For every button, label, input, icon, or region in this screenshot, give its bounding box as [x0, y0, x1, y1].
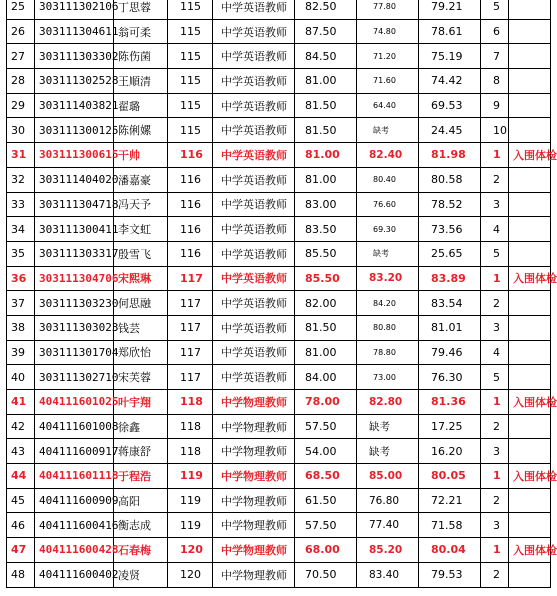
written-score-cell: 84.50 — [295, 44, 357, 69]
row-seq-cell: 45 — [7, 488, 35, 513]
row-seq-cell: 48 — [7, 562, 35, 587]
total-score-cell: 16.20 — [419, 439, 481, 464]
total-score-cell: 80.05 — [419, 464, 481, 489]
candidate-name-cell: 殷雪飞 — [114, 241, 168, 266]
row-seq-cell: 26 — [7, 19, 35, 44]
row-seq-cell: 42 — [7, 414, 35, 439]
table-row — [7, 266, 551, 291]
total-score-cell: 79.21 — [419, 0, 481, 19]
candidate-id-cell: 404111600917 — [35, 439, 114, 464]
remark-cell — [509, 19, 551, 44]
interview-score-cell: 74.80 — [357, 19, 419, 44]
total-score-cell: 71.58 — [419, 513, 481, 538]
post-name-cell: 中学物理教师 — [213, 513, 295, 538]
rank-cell: 1 — [481, 464, 509, 489]
candidate-id-cell: 303111302528 — [35, 69, 114, 94]
candidate-name-cell: 冯天予 — [114, 192, 168, 217]
row-seq-cell: 34 — [7, 217, 35, 242]
total-score-cell: 83.54 — [419, 291, 481, 316]
total-score-cell: 78.52 — [419, 192, 481, 217]
total-score-cell: 25.65 — [419, 241, 481, 266]
total-score-cell: 76.30 — [419, 365, 481, 390]
interview-score-cell: 71.20 — [357, 44, 419, 69]
remark-cell: 入围体检 — [509, 266, 551, 291]
remark-cell — [509, 488, 551, 513]
row-seq-cell: 44 — [7, 464, 35, 489]
table-row — [7, 217, 551, 242]
interview-score-cell: 缺考 — [357, 241, 419, 266]
remark-cell: 入围体检 — [509, 464, 551, 489]
written-score-cell: 78.00 — [295, 390, 357, 415]
row-seq-cell: 36 — [7, 266, 35, 291]
candidate-name-cell: 凌贤 — [114, 562, 168, 587]
table-row — [7, 69, 551, 94]
table-row — [7, 414, 551, 439]
candidate-name-cell: 陈伤菌 — [114, 44, 168, 69]
post-code-cell: 117 — [168, 291, 213, 316]
table-row — [7, 488, 551, 513]
candidate-id-cell: 404111601025 — [35, 390, 114, 415]
candidate-id-cell: 404111601008 — [35, 414, 114, 439]
post-name-cell: 中学物理教师 — [213, 414, 295, 439]
candidate-id-cell: 303111302106 — [35, 0, 114, 19]
post-code-cell: 119 — [168, 488, 213, 513]
row-seq-cell: 43 — [7, 439, 35, 464]
rank-cell: 8 — [481, 69, 509, 94]
interview-score-cell: 缺考 — [357, 414, 419, 439]
post-code-cell: 116 — [168, 167, 213, 192]
rank-cell: 7 — [481, 44, 509, 69]
interview-score-cell: 77.80 — [357, 0, 419, 19]
rank-cell: 3 — [481, 192, 509, 217]
post-name-cell: 中学英语教师 — [213, 266, 295, 291]
candidate-id-cell: 404111600909 — [35, 488, 114, 513]
candidate-id-cell: 404111601118 — [35, 464, 114, 489]
remark-cell — [509, 0, 551, 19]
interview-score-cell: 73.00 — [357, 365, 419, 390]
post-name-cell: 中学物理教师 — [213, 464, 295, 489]
table-row — [7, 439, 551, 464]
candidate-id-cell: 303111302710 — [35, 365, 114, 390]
rank-cell: 10 — [481, 118, 509, 143]
remark-cell: 入围体检 — [509, 143, 551, 168]
post-name-cell: 中学英语教师 — [213, 0, 295, 19]
written-score-cell: 68.50 — [295, 464, 357, 489]
row-seq-cell: 37 — [7, 291, 35, 316]
table-row — [7, 538, 551, 563]
candidate-id-cell: 303111303302 — [35, 44, 114, 69]
row-seq-cell: 35 — [7, 241, 35, 266]
post-code-cell: 116 — [168, 143, 213, 168]
rank-cell: 4 — [481, 217, 509, 242]
row-seq-cell: 30 — [7, 118, 35, 143]
table-row — [7, 0, 551, 19]
table-row — [7, 167, 551, 192]
interview-score-cell: 78.80 — [357, 340, 419, 365]
remark-cell — [509, 192, 551, 217]
written-score-cell: 83.00 — [295, 192, 357, 217]
candidate-name-cell: 叶宇翔 — [114, 390, 168, 415]
post-code-cell: 116 — [168, 192, 213, 217]
row-seq-cell: 38 — [7, 315, 35, 340]
candidate-name-cell: 蒋康舒 — [114, 439, 168, 464]
interview-score-cell: 80.40 — [357, 167, 419, 192]
row-seq-cell: 31 — [7, 143, 35, 168]
total-score-cell: 81.36 — [419, 390, 481, 415]
remark-cell: 入围体检 — [509, 538, 551, 563]
remark-cell — [509, 93, 551, 118]
post-name-cell: 中学物理教师 — [213, 538, 295, 563]
remark-cell — [509, 44, 551, 69]
table-row — [7, 19, 551, 44]
total-score-cell: 73.56 — [419, 217, 481, 242]
remark-cell — [509, 340, 551, 365]
candidate-id-cell: 303111403821 — [35, 93, 114, 118]
written-score-cell: 81.00 — [295, 167, 357, 192]
remark-cell — [509, 69, 551, 94]
remark-cell: 入围体检 — [509, 390, 551, 415]
table-row — [7, 315, 551, 340]
candidate-name-cell: 丁思蓉 — [114, 0, 168, 19]
total-score-cell: 17.25 — [419, 414, 481, 439]
written-score-cell: 81.50 — [295, 93, 357, 118]
candidate-id-cell: 303111300615 — [35, 143, 114, 168]
rank-cell: 1 — [481, 143, 509, 168]
written-score-cell: 81.00 — [295, 69, 357, 94]
rank-cell: 5 — [481, 0, 509, 19]
rank-cell: 1 — [481, 266, 509, 291]
rank-cell: 3 — [481, 513, 509, 538]
table-row — [7, 93, 551, 118]
candidate-id-cell: 303111304706 — [35, 266, 114, 291]
candidate-name-cell: 何思融 — [114, 291, 168, 316]
post-code-cell: 115 — [168, 69, 213, 94]
total-score-cell: 81.98 — [419, 143, 481, 168]
total-score-cell: 80.04 — [419, 538, 481, 563]
row-seq-cell: 39 — [7, 340, 35, 365]
candidate-id-cell: 404111600428 — [35, 538, 114, 563]
written-score-cell: 87.50 — [295, 19, 357, 44]
post-code-cell: 119 — [168, 513, 213, 538]
table-row — [7, 44, 551, 69]
candidate-name-cell: 宋熙琳 — [114, 266, 168, 291]
remark-cell — [509, 241, 551, 266]
written-score-cell: 54.00 — [295, 439, 357, 464]
rank-cell: 5 — [481, 365, 509, 390]
interview-score-cell: 85.20 — [357, 538, 419, 563]
candidate-name-cell: 于程浩 — [114, 464, 168, 489]
interview-score-cell: 76.60 — [357, 192, 419, 217]
candidate-name-cell: 高阳 — [114, 488, 168, 513]
rank-cell: 2 — [481, 414, 509, 439]
interview-score-cell: 82.80 — [357, 390, 419, 415]
written-score-cell: 85.50 — [295, 266, 357, 291]
post-code-cell: 118 — [168, 390, 213, 415]
remark-cell — [509, 315, 551, 340]
candidate-id-cell: 303111303230 — [35, 291, 114, 316]
table-row — [7, 241, 551, 266]
post-code-cell: 117 — [168, 315, 213, 340]
post-code-cell: 120 — [168, 538, 213, 563]
total-score-cell: 74.42 — [419, 69, 481, 94]
candidate-id-cell: 303111301704 — [35, 340, 114, 365]
total-score-cell: 75.19 — [419, 44, 481, 69]
post-name-cell: 中学物理教师 — [213, 390, 295, 415]
remark-cell — [509, 439, 551, 464]
total-score-cell: 83.89 — [419, 266, 481, 291]
table-row — [7, 365, 551, 390]
remark-cell — [509, 414, 551, 439]
interview-score-cell: 缺考 — [357, 439, 419, 464]
post-code-cell: 118 — [168, 439, 213, 464]
rank-cell: 3 — [481, 315, 509, 340]
interview-score-cell: 77.40 — [357, 513, 419, 538]
rank-cell: 1 — [481, 390, 509, 415]
written-score-cell: 84.00 — [295, 365, 357, 390]
candidate-name-cell: 衡志成 — [114, 513, 168, 538]
candidate-id-cell: 303111304718 — [35, 192, 114, 217]
interview-score-cell: 85.00 — [357, 464, 419, 489]
written-score-cell: 68.00 — [295, 538, 357, 563]
post-name-cell: 中学英语教师 — [213, 44, 295, 69]
remark-cell — [509, 365, 551, 390]
interview-score-cell: 缺考 — [357, 118, 419, 143]
rank-cell: 1 — [481, 538, 509, 563]
written-score-cell: 70.50 — [295, 562, 357, 587]
interview-score-cell: 83.40 — [357, 562, 419, 587]
rank-cell: 2 — [481, 488, 509, 513]
rank-cell: 5 — [481, 241, 509, 266]
rank-cell: 2 — [481, 167, 509, 192]
total-score-cell: 79.46 — [419, 340, 481, 365]
rank-cell: 4 — [481, 340, 509, 365]
post-code-cell: 117 — [168, 365, 213, 390]
post-name-cell: 中学英语教师 — [213, 19, 295, 44]
written-score-cell: 81.00 — [295, 143, 357, 168]
post-name-cell: 中学英语教师 — [213, 93, 295, 118]
post-name-cell: 中学英语教师 — [213, 291, 295, 316]
total-score-cell: 24.45 — [419, 118, 481, 143]
row-seq-cell: 32 — [7, 167, 35, 192]
candidate-id-cell: 303111300125 — [35, 118, 114, 143]
post-name-cell: 中学物理教师 — [213, 439, 295, 464]
interview-score-cell: 84.20 — [357, 291, 419, 316]
post-name-cell: 中学英语教师 — [213, 143, 295, 168]
written-score-cell: 61.50 — [295, 488, 357, 513]
candidate-name-cell: 翟璐 — [114, 93, 168, 118]
row-seq-cell: 40 — [7, 365, 35, 390]
written-score-cell: 82.00 — [295, 291, 357, 316]
written-score-cell: 83.50 — [295, 217, 357, 242]
candidate-name-cell: 潘嘉豪 — [114, 167, 168, 192]
post-name-cell: 中学英语教师 — [213, 217, 295, 242]
remark-cell — [509, 167, 551, 192]
written-score-cell: 85.50 — [295, 241, 357, 266]
post-name-cell: 中学英语教师 — [213, 241, 295, 266]
rank-cell: 9 — [481, 93, 509, 118]
post-code-cell: 115 — [168, 44, 213, 69]
rank-cell: 2 — [481, 291, 509, 316]
table-row — [7, 513, 551, 538]
interview-score-cell: 80.80 — [357, 315, 419, 340]
post-code-cell: 120 — [168, 562, 213, 587]
candidate-name-cell: 干帅 — [114, 143, 168, 168]
remark-cell — [509, 562, 551, 587]
post-name-cell: 中学英语教师 — [213, 118, 295, 143]
post-code-cell: 119 — [168, 464, 213, 489]
candidate-id-cell: 404111600402 — [35, 562, 114, 587]
post-name-cell: 中学英语教师 — [213, 167, 295, 192]
remark-cell — [509, 513, 551, 538]
table-row — [7, 464, 551, 489]
total-score-cell: 80.58 — [419, 167, 481, 192]
row-seq-cell: 47 — [7, 538, 35, 563]
post-code-cell: 118 — [168, 414, 213, 439]
total-score-cell: 69.53 — [419, 93, 481, 118]
remark-cell — [509, 217, 551, 242]
candidate-id-cell: 303111300411 — [35, 217, 114, 242]
post-code-cell: 115 — [168, 19, 213, 44]
remark-cell — [509, 118, 551, 143]
interview-score-cell: 69.30 — [357, 217, 419, 242]
table-row — [7, 192, 551, 217]
table-row — [7, 390, 551, 415]
candidate-name-cell: 宋芙蓉 — [114, 365, 168, 390]
post-name-cell: 中学英语教师 — [213, 192, 295, 217]
post-name-cell: 中学物理教师 — [213, 562, 295, 587]
row-seq-cell: 28 — [7, 69, 35, 94]
score-table — [6, 0, 557, 588]
post-name-cell: 中学英语教师 — [213, 69, 295, 94]
written-score-cell: 82.50 — [295, 0, 357, 19]
row-seq-cell: 29 — [7, 93, 35, 118]
total-score-cell: 79.53 — [419, 562, 481, 587]
post-name-cell: 中学英语教师 — [213, 315, 295, 340]
rank-cell: 3 — [481, 439, 509, 464]
post-code-cell: 116 — [168, 217, 213, 242]
total-score-cell: 78.61 — [419, 19, 481, 44]
candidate-name-cell: 翁可柔 — [114, 19, 168, 44]
total-score-cell: 72.21 — [419, 488, 481, 513]
post-code-cell: 115 — [168, 118, 213, 143]
interview-score-cell: 83.20 — [357, 266, 419, 291]
table-row — [7, 562, 551, 587]
post-code-cell: 116 — [168, 241, 213, 266]
table-row — [7, 291, 551, 316]
total-score-cell: 81.01 — [419, 315, 481, 340]
post-name-cell: 中学物理教师 — [213, 488, 295, 513]
post-code-cell: 115 — [168, 93, 213, 118]
candidate-name-cell: 钱芸 — [114, 315, 168, 340]
post-name-cell: 中学英语教师 — [213, 365, 295, 390]
candidate-name-cell: 徐鑫 — [114, 414, 168, 439]
candidate-id-cell: 303111303023 — [35, 315, 114, 340]
post-code-cell: 117 — [168, 340, 213, 365]
post-name-cell: 中学英语教师 — [213, 340, 295, 365]
written-score-cell: 81.50 — [295, 118, 357, 143]
rank-cell: 2 — [481, 562, 509, 587]
interview-score-cell: 76.80 — [357, 488, 419, 513]
written-score-cell: 57.50 — [295, 414, 357, 439]
candidate-name-cell: 王順清 — [114, 69, 168, 94]
row-seq-cell: 27 — [7, 44, 35, 69]
written-score-cell: 81.50 — [295, 315, 357, 340]
interview-score-cell: 64.40 — [357, 93, 419, 118]
table-row — [7, 340, 551, 365]
candidate-name-cell: 郑欣怡 — [114, 340, 168, 365]
written-score-cell: 81.00 — [295, 340, 357, 365]
post-code-cell: 117 — [168, 266, 213, 291]
written-score-cell: 57.50 — [295, 513, 357, 538]
row-seq-cell: 33 — [7, 192, 35, 217]
candidate-id-cell: 404111600416 — [35, 513, 114, 538]
candidate-id-cell: 303111303317 — [35, 241, 114, 266]
row-seq-cell: 41 — [7, 390, 35, 415]
interview-score-cell: 82.40 — [357, 143, 419, 168]
remark-cell — [509, 291, 551, 316]
row-seq-cell: 25 — [7, 0, 35, 19]
candidate-name-cell: 陈俐嫘 — [114, 118, 168, 143]
candidate-name-cell: 石春梅 — [114, 538, 168, 563]
candidate-id-cell: 303111304611 — [35, 19, 114, 44]
post-code-cell: 115 — [168, 0, 213, 19]
row-seq-cell: 46 — [7, 513, 35, 538]
table-row — [7, 118, 551, 143]
rank-cell: 6 — [481, 19, 509, 44]
candidate-name-cell: 李文虹 — [114, 217, 168, 242]
table-row — [7, 143, 551, 168]
table-body — [7, 0, 557, 587]
candidate-id-cell: 303111404020 — [35, 167, 114, 192]
interview-score-cell: 71.60 — [357, 69, 419, 94]
